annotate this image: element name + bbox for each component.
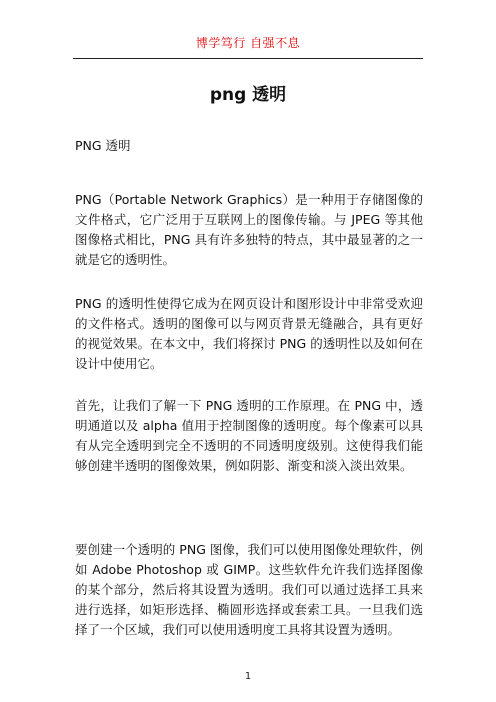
paragraph-1: PNG（Portable Network Graphics）是一种用于存储图像的文件格式，它广泛用于互联网上的图像传输。与 JPEG 等其他图像格式相比，PNG 具有许多独特的特点，其中最显著的之一就是它的透明性。: [75, 192, 423, 267]
page-number: 1: [244, 671, 252, 682]
paragraph-4: 要创建一个透明的 PNG 图像，我们可以使用图像处理软件，例如 Adobe Photoshop 或 GIMP。这些软件允许我们选择图像的某个部分，然后将其设置为透明。我们可以通过选择工具来进行选择，如矩形选择、椭圆形选择或套索工具。一旦我们选择了一个区域，我们可以使用透明度工具将其设置为透明。: [75, 542, 423, 637]
paragraph-2: PNG 的透明性使得它成为在网页设计和图形设计中非常受欢迎的文件格式。透明的图像可以与网页背景无缝融合，具有更好的视觉效果。在本文中，我们将探讨 PNG 的透明性以及如何在设计中使用它。: [75, 296, 423, 371]
document-title: png 透明: [209, 85, 287, 105]
page-header-motto: 博学笃行 自强不息: [195, 36, 301, 50]
header-divider: [73, 58, 423, 59]
paragraph-3: 首先，让我们了解一下 PNG 透明的工作原理。在 PNG 中，透明通道以及 alpha 值用于控制图像的透明度。每个像素可以具有从完全透明到完全不透明的不同透明度级别。这使得我们能够创建半透明的图像效果，例如阴影、渐变和淡入淡出效果。: [75, 398, 423, 473]
document-subtitle: PNG 透明: [75, 138, 131, 153]
